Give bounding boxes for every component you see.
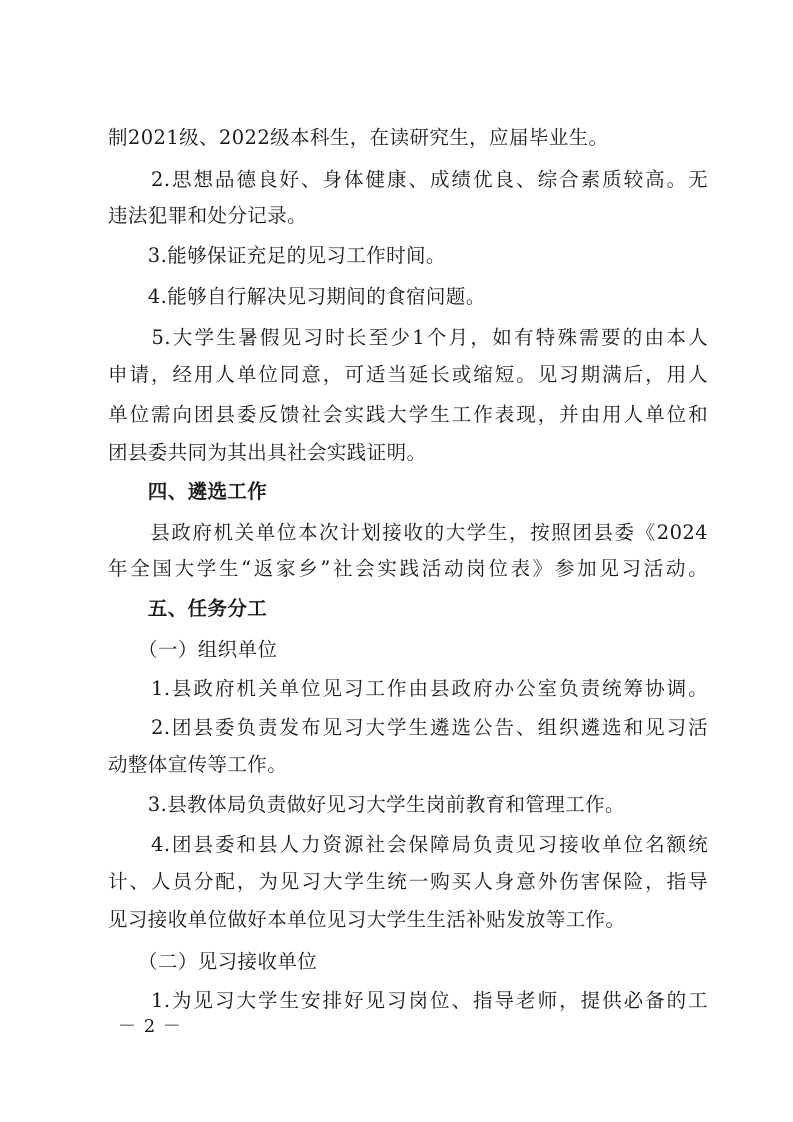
text-line-5: 4.能够自行解决见习期间的食宿问题。 [108, 285, 486, 308]
text-line-11: 县政府机关单位本次计划接收的大学生，按照团县委《2024 [108, 521, 708, 544]
text-line-23: 1.为见习大学生安排好见习岗位、指导老师，提供必备的工 [108, 989, 708, 1012]
text-line-16: 2.团县委负责发布见习大学生遴选公告、组织遴选和见习活 [108, 716, 708, 739]
text-line-19: 4.团县委和县人力资源社会保障局负责见习接收单位名额统 [108, 833, 708, 856]
section-heading-5: 五、任务分工 [108, 597, 268, 620]
text-line-8: 单位需向团县委反馈社会实践大学生工作表现，并由用人单位和 [108, 403, 708, 426]
section-heading-4: 四、遴选工作 [108, 480, 268, 503]
subsection-heading-2: （二）见习接收单位 [108, 950, 318, 973]
text-line-7: 申请，经用人单位同意，可适当延长或缩短。见习期满后，用人 [108, 363, 708, 386]
text-line-3: 违法犯罪和处分记录。 [108, 204, 308, 227]
text-line-18: 3.县教体局负责做好见习大学生岗前教育和管理工作。 [108, 793, 625, 816]
text-line-2: 2.思想品德良好、身体健康、成绩优良、综合素质较高。无 [108, 168, 708, 191]
text-line-21: 见习接收单位做好本单位见习大学生生活补贴发放等工作。 [108, 908, 626, 931]
page-number: － 2 － [118, 1016, 182, 1037]
text-line-17: 动整体宣传等工作。 [108, 753, 288, 776]
text-line-9: 团县委共同为其出具社会实践证明。 [108, 441, 427, 464]
text-line-4: 3.能够保证充足的见习工作时间。 [108, 244, 446, 267]
text-line-15: 1.县政府机关单位见习工作由县政府办公室负责统筹协调。 [108, 677, 708, 700]
subsection-heading-1: （一）组织单位 [108, 638, 278, 661]
text-line-1: 制2021级、2022级本科生，在读研究生，应届毕业生。 [108, 126, 609, 149]
text-line-20: 计、人员分配，为见习大学生统一购买人身意外伤害保险，指导 [108, 870, 708, 893]
text-line-6: 5.大学生暑假见习时长至少1个月，如有特殊需要的由本人 [108, 326, 708, 349]
text-line-12: 年全国大学生“返家乡”社会实践活动岗位表》参加见习活动。 [108, 557, 708, 580]
